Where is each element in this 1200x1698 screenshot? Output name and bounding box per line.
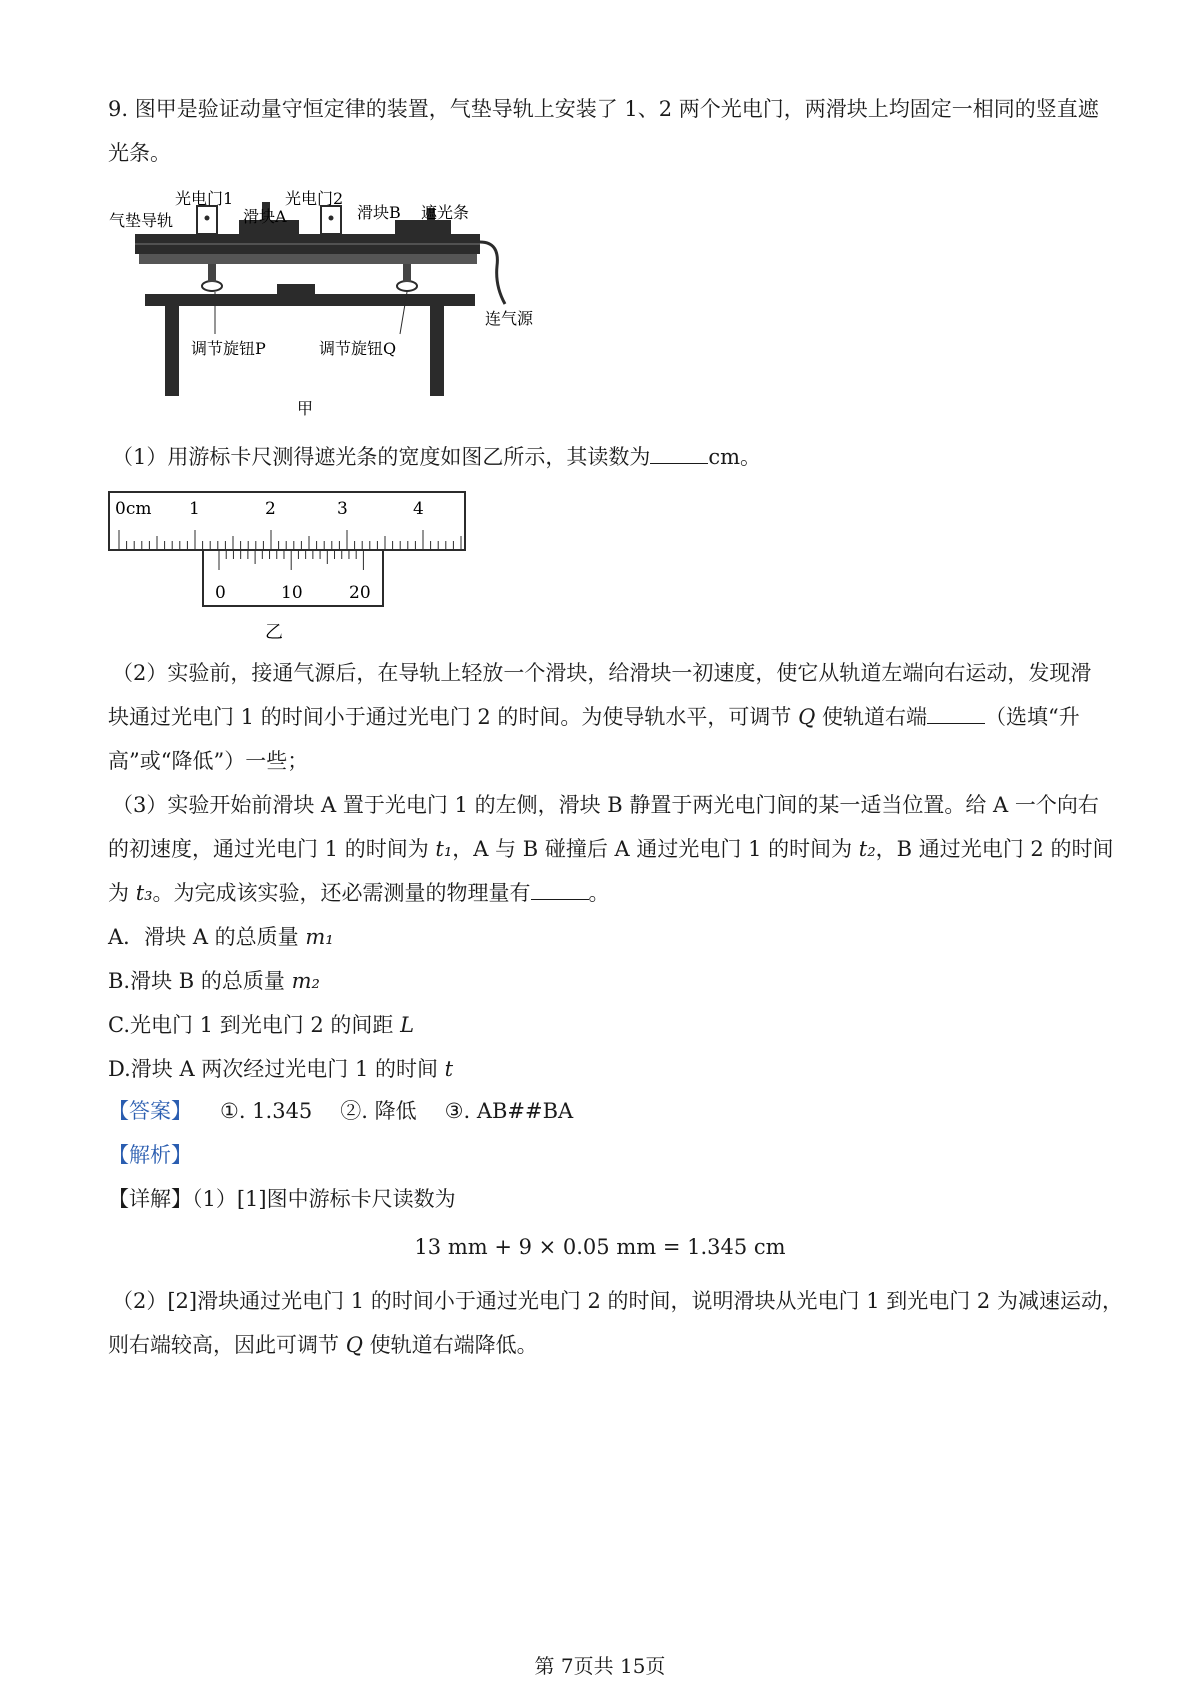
- part-2-line-1: （2）实验前，接通气源后，在导轨上轻放一个滑块，给滑块一初速度，使它从轨道左端向右运动，发现滑: [112, 661, 1092, 685]
- analysis-part-2-line-2: 则右端较高，因此可调节 Q 使轨道右端降低。: [108, 1333, 538, 1357]
- option-b: B.滑块 B 的总质量 m₂: [108, 969, 320, 993]
- main-scale-label-1: 1: [189, 499, 200, 519]
- label-gate-2: 光电门2: [285, 189, 344, 208]
- figure-yi-vernier-caliper: [105, 488, 475, 648]
- label-gate-1: 光电门1: [175, 189, 234, 208]
- page-footer: 第 7页共 15页: [534, 1654, 666, 1678]
- answer-blank-1: [650, 443, 708, 464]
- answer-label: 【答案】: [108, 1099, 192, 1123]
- label-knob-q: 调节旋钮Q: [319, 339, 397, 358]
- answer-blank-3: [531, 879, 589, 900]
- answer-item-1: ①. 1.345: [220, 1099, 313, 1123]
- main-scale-label-3: 3: [337, 499, 348, 519]
- part-3-line-2: 的初速度，通过光电门 1 的时间为 t₁，A 与 B 碰撞后 A 通过光电门 1 的时间为 t₂，B 通过光电门 2 的时间: [108, 837, 1114, 861]
- label-slider-a: 滑块A: [243, 207, 287, 226]
- option-a: A．滑块 A 的总质量 m₁: [108, 925, 334, 949]
- vernier-label-10: 10: [281, 583, 303, 603]
- part-3-line-3: 为 t₃。为完成该实验，还必需测量的物理量有 。: [108, 881, 610, 905]
- label-knob-p: 调节旋钮P: [191, 339, 266, 358]
- part-2-line-3: 高”或“降低”）一些；: [108, 749, 309, 773]
- part-2-line-2: 块通过光电门 1 的时间小于通过光电门 2 的时间。为使导轨水平，可调节 Q 使轨道右端 （选填“升: [108, 705, 1080, 729]
- vernier-label-20: 20: [349, 583, 371, 603]
- main-scale-label-0: 0cm: [115, 499, 152, 519]
- answer-blank-2: [927, 703, 985, 724]
- figure-jia-apparatus: [105, 186, 565, 418]
- detail-label: 【详解】: [108, 1187, 192, 1211]
- part-3-line-1: （3）实验开始前滑块 A 置于光电门 1 的左侧，滑块 B 静置于两光电门间的某一适当位置。给 A 一个向右: [112, 793, 1099, 817]
- answer-line: [108, 1096, 1098, 1126]
- question-line-1: 9. 图甲是验证动量守恒定律的装置，气垫导轨上安装了 1、2 两个光电门，两滑块上均固定一相同的竖直遮: [108, 97, 1099, 121]
- label-air-rail: 气垫导轨: [109, 211, 174, 230]
- main-scale-label-2: 2: [265, 499, 276, 519]
- main-scale-label-4: 4: [413, 499, 424, 519]
- figure-jia-caption: 甲: [297, 399, 314, 418]
- answer-item-3: ③. AB##BA: [444, 1099, 574, 1123]
- label-shade-strip: 遮光条: [421, 203, 470, 222]
- option-c: C.光电门 1 到光电门 2 的间距 L: [108, 1013, 415, 1037]
- option-d: D.滑块 A 两次经过光电门 1 的时间 t: [108, 1057, 454, 1081]
- analysis-part-2-line-1: （2）[2]滑块通过光电门 1 的时间小于通过光电门 2 的时间，说明滑块从光电门 1 到光电门 2 为减速运动，: [112, 1289, 1123, 1313]
- analysis-label: 【解析】: [108, 1143, 192, 1167]
- part-1-text: （1）用游标卡尺测得遮光条的宽度如图乙所示，其读数为 cm。: [112, 445, 762, 469]
- question-line-2: 光条。: [108, 141, 171, 165]
- answer-item-2: ②. 降低: [340, 1099, 417, 1123]
- label-air-source: 连气源: [485, 309, 534, 328]
- figure-yi-caption: 乙: [265, 622, 283, 643]
- detail-line: 【详解】（1）[1]图中游标卡尺读数为: [108, 1187, 456, 1211]
- vernier-label-0: 0: [215, 583, 226, 603]
- caliper-equation: 13 mm + 9 × 0.05 mm = 1.345 cm: [414, 1235, 786, 1259]
- label-slider-b: 滑块B: [357, 203, 401, 222]
